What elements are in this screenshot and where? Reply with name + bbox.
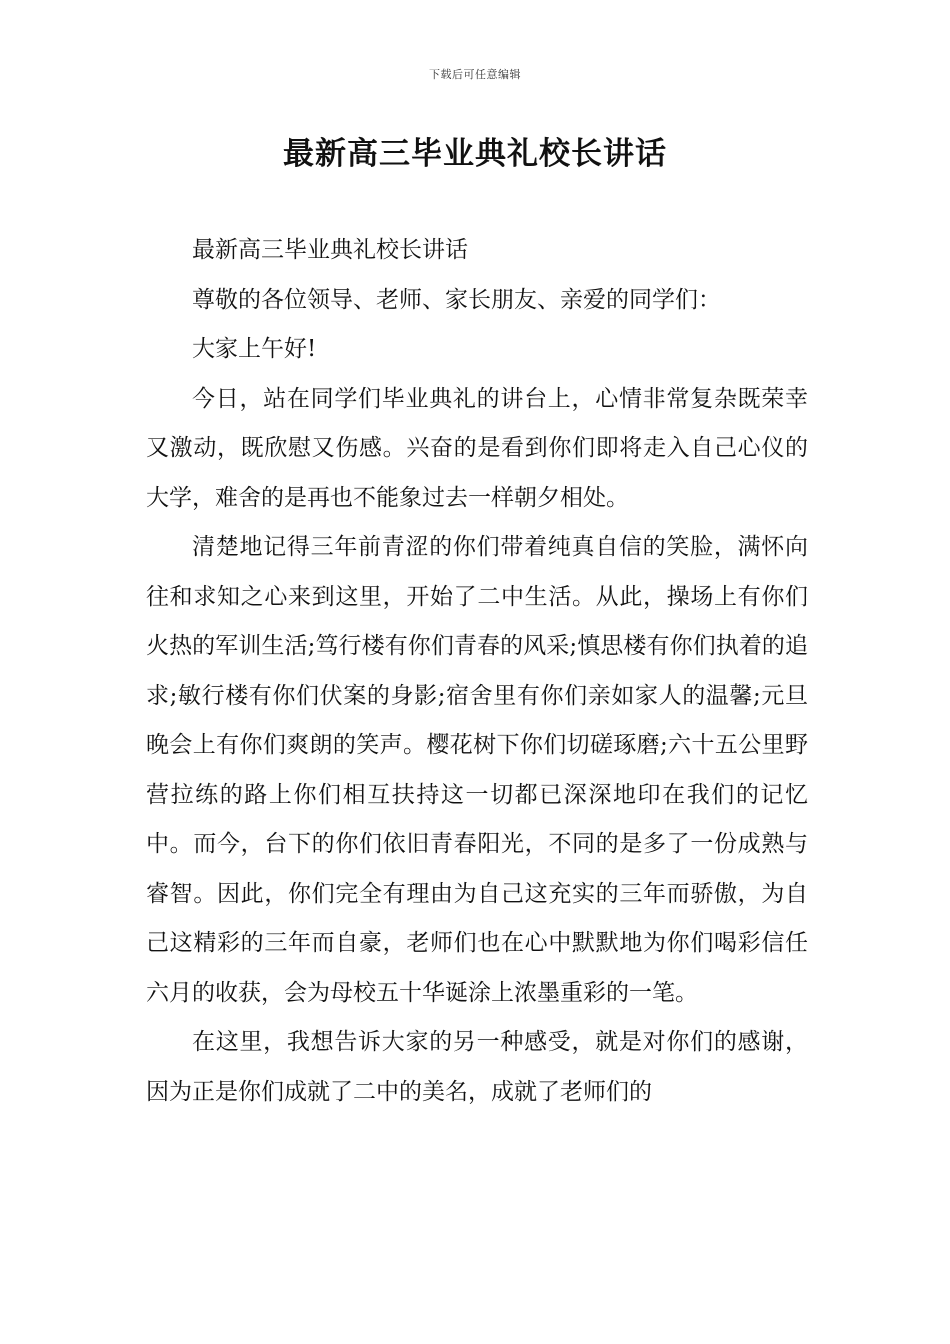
- paragraph-greeting: 大家上午好!: [192, 336, 317, 362]
- header-note: 下载后可任意编辑: [429, 68, 521, 81]
- paragraph-body: 在这里，我想告诉大家的另一种感受，就是对你们的感谢，因为正是你们成就了二中的美名，成就了老师们的: [146, 1029, 808, 1105]
- document-title: 最新高三毕业典礼校长讲话: [283, 136, 667, 172]
- document-body: [146, 226, 808, 1117]
- paragraph-subtitle: 最新高三毕业典礼校长讲话: [192, 237, 468, 263]
- paragraph-salutation: 尊敬的各位领导、老师、家长朋友、亲爱的同学们：: [192, 286, 721, 313]
- paragraph-body: 今日，站在同学们毕业典礼的讲台上，心情非常复杂既荣幸又激动，既欣慰又伤感。兴奋的是看到你们即将走入自己心仪的大学，难舍的是再也不能象过去一样朝夕相处。: [146, 385, 808, 511]
- paragraph-body: 清楚地记得三年前青涩的你们带着纯真自信的笑脸，满怀向往和求知之心来到这里，开始了二中生活。从此，操场上有你们火热的军训生活;笃行楼有你们青春的风采;慎思楼有你们执着的追求;敏行楼有你们伏案的身影;宿舍里有你们亲如家人的温馨;元旦晚会上有你们爽朗的笑声。樱花树下你们切磋琢磨;六十五公里野营拉练的路上你们相互扶持这一切都已深深地印在我们的记忆中。而今，台下的你们依旧青春阳光，不同的是多了一份成熟与睿智。因此，你们完全有理由为自己这充实的三年而骄傲，为自己这精彩的三年而自豪，老师们也在心中默默地为你们喝彩信任六月的收获，会为母校五十华诞涂上浓墨重彩的一笔。: [146, 534, 808, 1006]
